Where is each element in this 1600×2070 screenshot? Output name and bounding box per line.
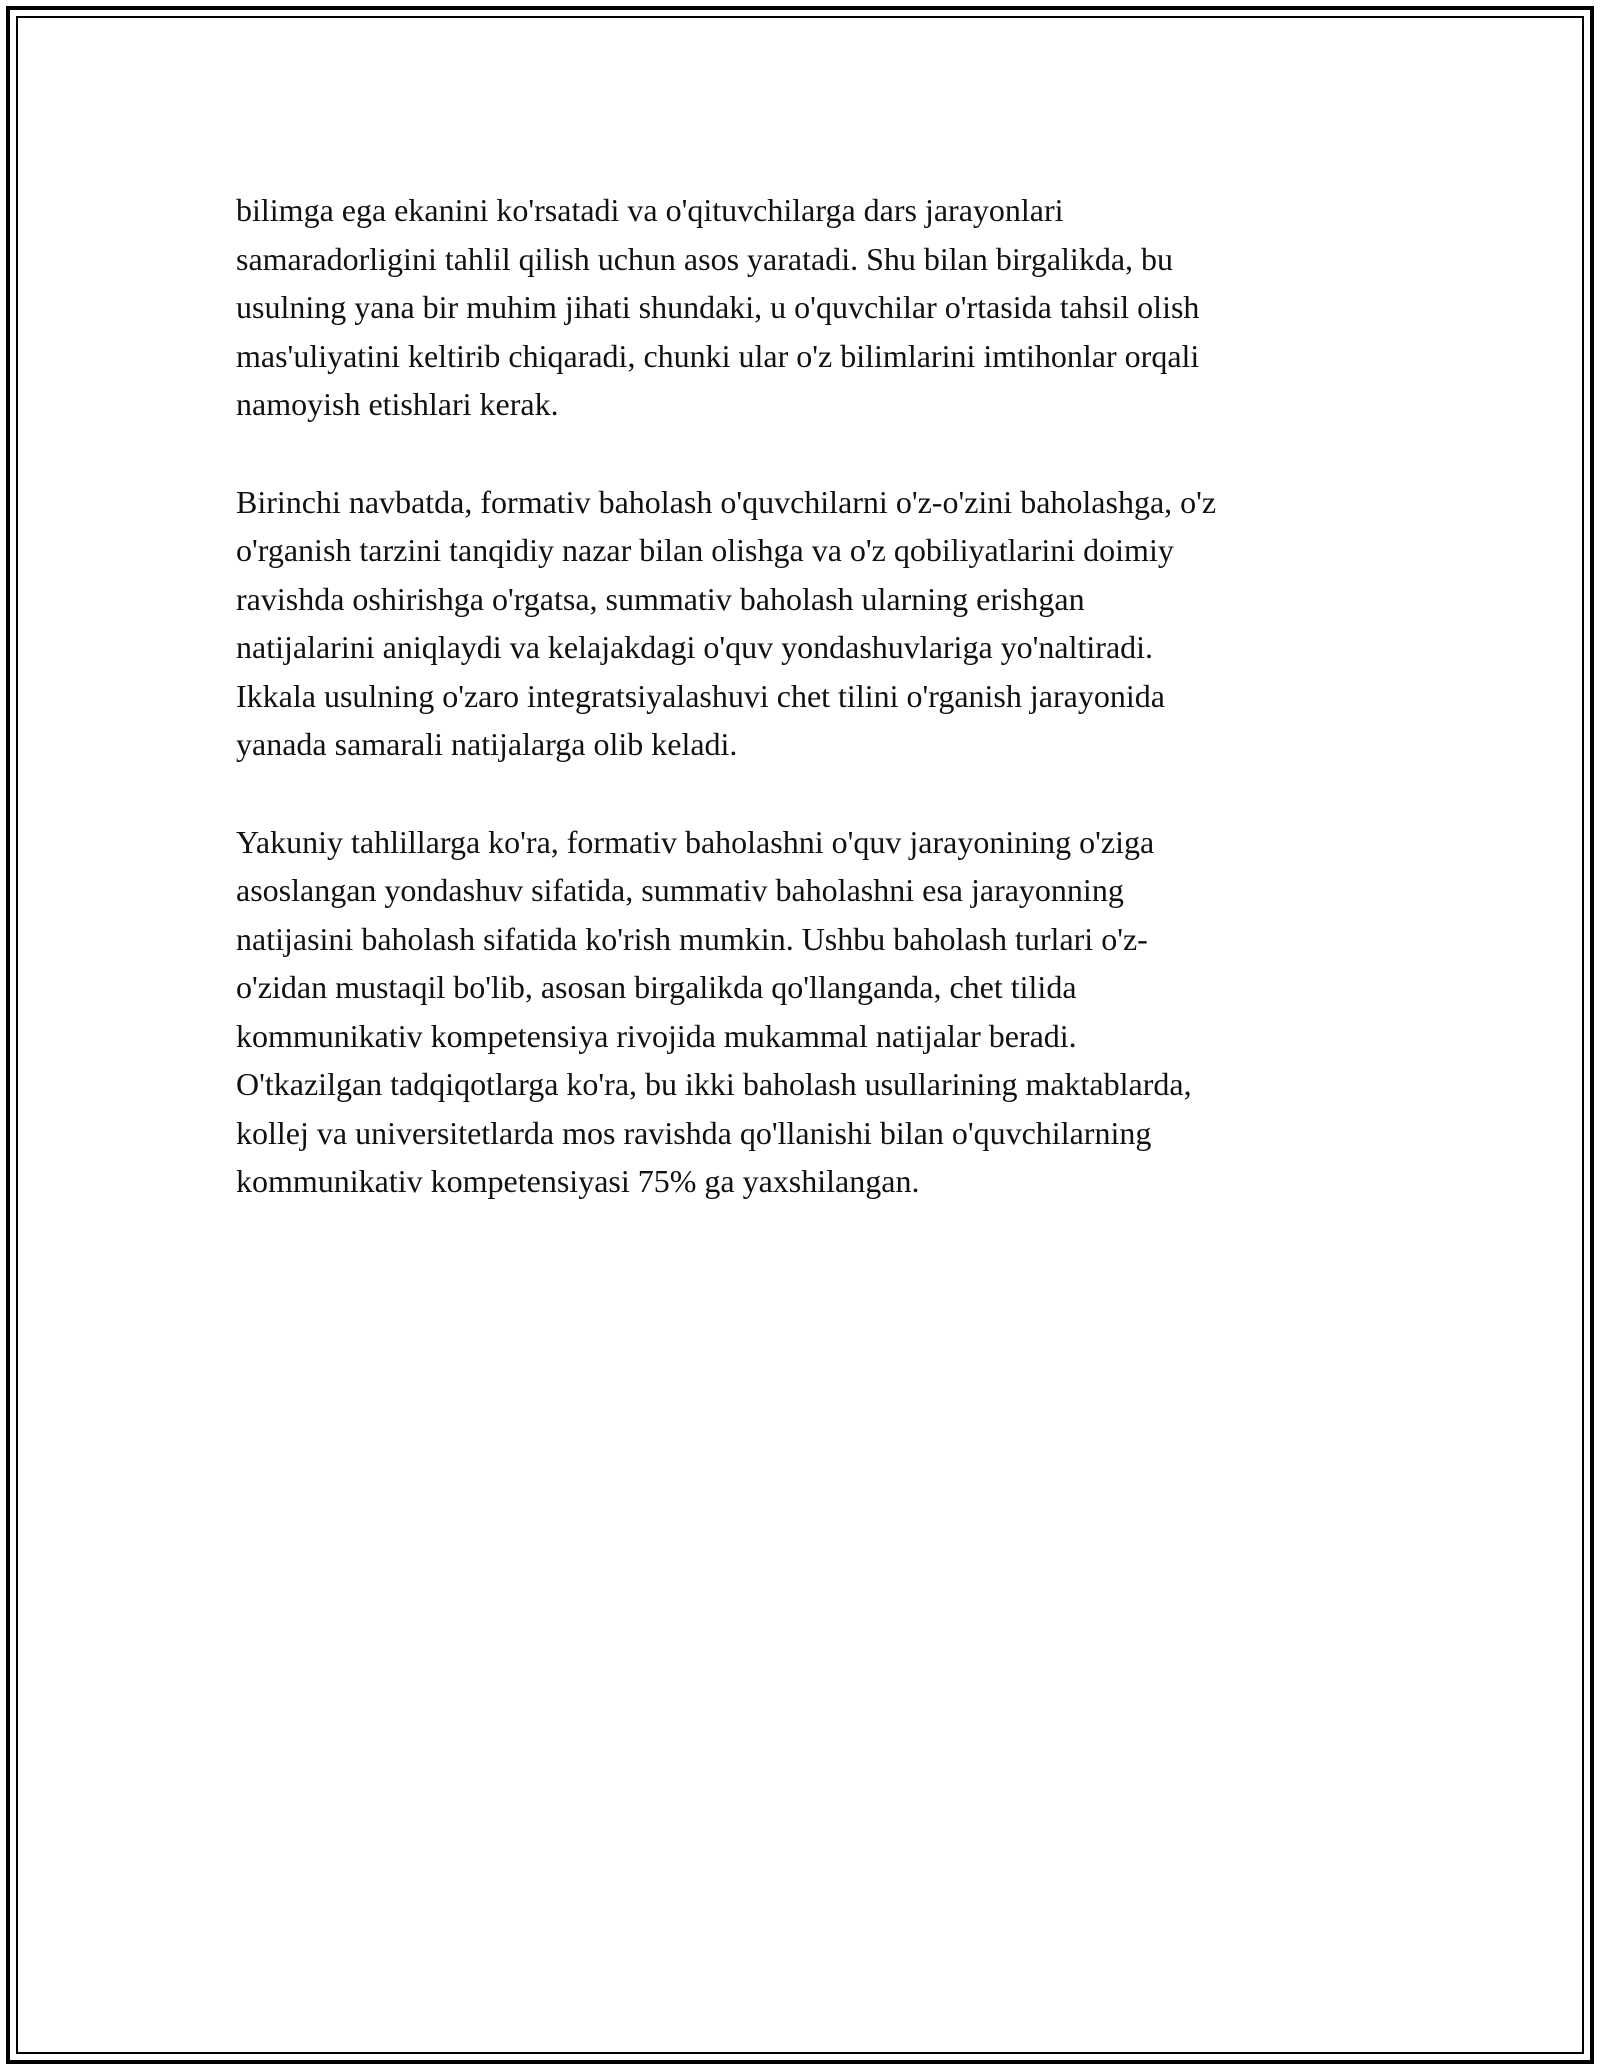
paragraph: Yakuniy tahlillarga ko'ra, formativ baholashni o'quv jarayonining o'ziga asoslangan yondashuv sifatida, summativ baholashni esa jarayonning natijasini baholash sifatida ko'rish mumkin. Ushbu baholash turlari o'z- o'zidan mustaqil bo'lib, asosan birgalikda qo'llanganda, chet tilida kommunikativ kompetensiya rivojida mukammal natijalar beradi. O'tkazilgan tadqiqotlarga ko'ra, bu ikki baholash usullarining maktablarda, kollej va universitetlarda mos ravishda qo'llanishi bilan o'quvchilarning kommunikativ kompetensiyasi 75% ga yaxshilangan. <box>236 823 1192 1199</box>
paragraph: bilimga ega ekanini ko'rsatadi va o'qituvchilarga dars jarayonlari samaradorligini tahlil qilish uchun asos yaratadi. Shu bilan birgalikda, bu usulning yana bir muhim jihati shundaki, u o'quvchilar o'rtasida tahsil olish mas'uliyatini keltirib chiqaradi, chunki ular o'z bilimlarini imtihonlar orqali namoyish etishlari kerak. <box>236 192 1200 422</box>
paragraph: Birinchi navbatda, formativ baholash o'quvchilarni o'z-o'zini baholashga, o'z o'rganish tarzini tanqidiy nazar bilan olishga va o'z qobiliyatlarini doimiy ravishda oshirishga o'rgatsa, summativ baholash ularning erishgan natijalarini aniqlaydi va kelajakdagi o'quv yondashuvlariga yo'naltiradi. Ikkala usulning o'zaro integratsiyalashuvi chet tilini o'rganish jarayonida yanada samarali natijalarga olib keladi. <box>236 483 1217 762</box>
document-body <box>236 186 1370 1255</box>
